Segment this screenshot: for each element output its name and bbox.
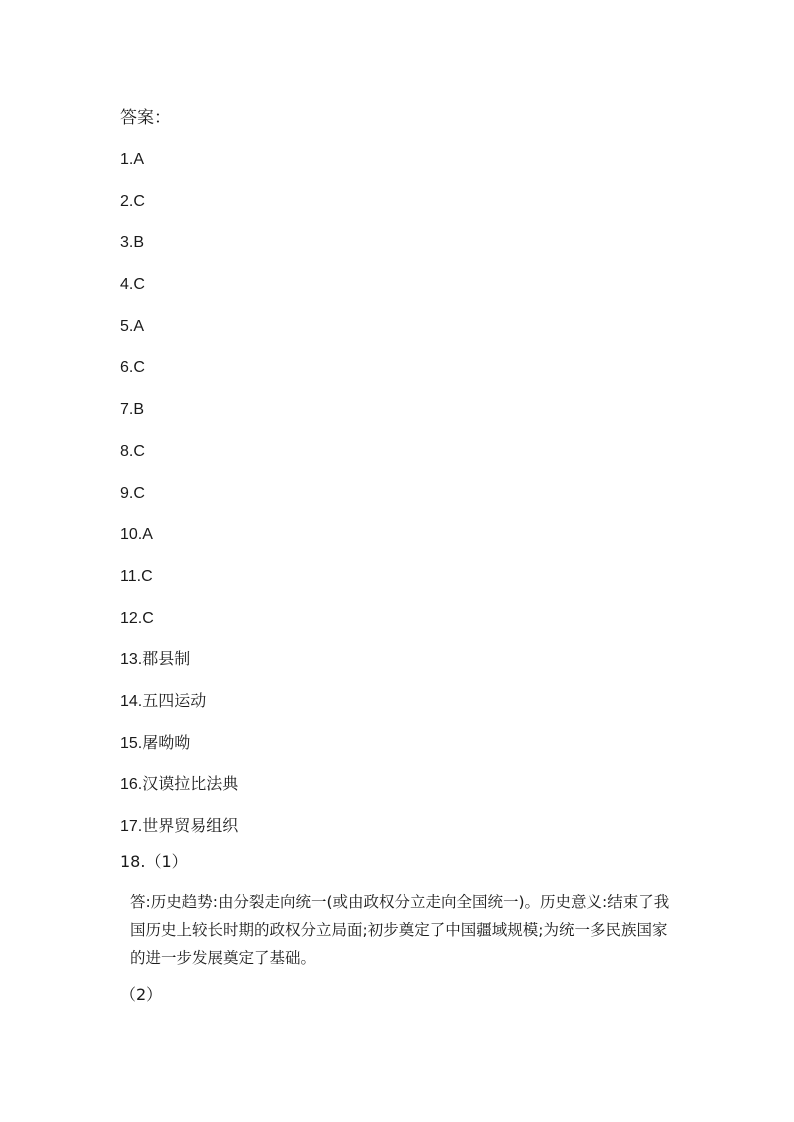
answer-value: B xyxy=(133,401,145,419)
answer-value: 汉谟拉比法典 xyxy=(142,774,239,794)
answer-value: 世界贸易组织 xyxy=(142,816,239,835)
answer-value: A xyxy=(142,526,153,544)
answer-value: 五四运动 xyxy=(142,690,207,710)
answer-value: C xyxy=(133,359,145,377)
q18-sub1-answer: 答:历史趋势:由分裂走向统一(或由政权分立走向全国统一)。历史意义:结束了我国历史上较长时期的政权分立局面;初步奠定了中国疆域规模;为统一多民族国家的进一步发展奠定了基础。 xyxy=(130,893,670,967)
answer-value: 屠呦呦 xyxy=(142,732,191,752)
answer-list xyxy=(120,147,238,856)
answer-item xyxy=(120,147,238,189)
answer-item xyxy=(120,772,238,814)
answer-number: 6. xyxy=(120,359,134,377)
answer-item xyxy=(120,355,238,397)
answer-value: C xyxy=(141,567,153,585)
answer-value: A xyxy=(133,317,145,335)
answer-item xyxy=(120,689,238,731)
answer-value: C xyxy=(133,192,145,210)
answer-value: B xyxy=(133,234,145,252)
answer-item xyxy=(120,230,238,272)
answer-number: 16. xyxy=(120,776,143,794)
q18-sub2-label: （2） xyxy=(120,985,163,1004)
q18-sub1-label: （1） xyxy=(145,852,188,871)
answer-value: C xyxy=(133,442,145,460)
answer-item xyxy=(120,606,238,648)
answer-value: C xyxy=(142,609,154,627)
answer-item xyxy=(120,731,238,773)
answer-number: 2. xyxy=(120,192,134,210)
answer-number: 14. xyxy=(120,692,143,710)
answer-item xyxy=(120,564,238,606)
answer-number: 15. xyxy=(120,734,143,752)
answer-item xyxy=(120,647,238,689)
answer-number: 12. xyxy=(120,609,143,627)
answer-value: C xyxy=(133,276,145,294)
answer-number: 5. xyxy=(120,317,134,335)
answer-item xyxy=(120,314,238,356)
answer-item xyxy=(120,481,238,523)
answer-number: 8. xyxy=(120,442,134,460)
answer-number: 13. xyxy=(120,651,143,669)
q18-label xyxy=(120,850,188,874)
answer-value: A xyxy=(133,151,145,168)
answer-item xyxy=(120,189,238,231)
answer-number: 4. xyxy=(120,276,134,294)
answer-number: 1. xyxy=(120,151,134,168)
answer-number: 7. xyxy=(120,401,134,419)
answer-number: 11. xyxy=(120,567,142,585)
answer-item xyxy=(120,439,238,481)
answer-item xyxy=(120,272,238,314)
answer-number: 17. xyxy=(120,818,143,835)
q18-number: 18. xyxy=(120,852,146,871)
answer-value: 郡县制 xyxy=(142,649,191,669)
answer-number: 9. xyxy=(120,484,134,502)
answer-item xyxy=(120,522,238,564)
answer-number: 3. xyxy=(120,234,134,252)
answers-heading: 答案： xyxy=(120,108,171,128)
answer-item xyxy=(120,397,238,439)
answer-number: 10. xyxy=(120,526,143,544)
answer-value: C xyxy=(133,484,145,502)
